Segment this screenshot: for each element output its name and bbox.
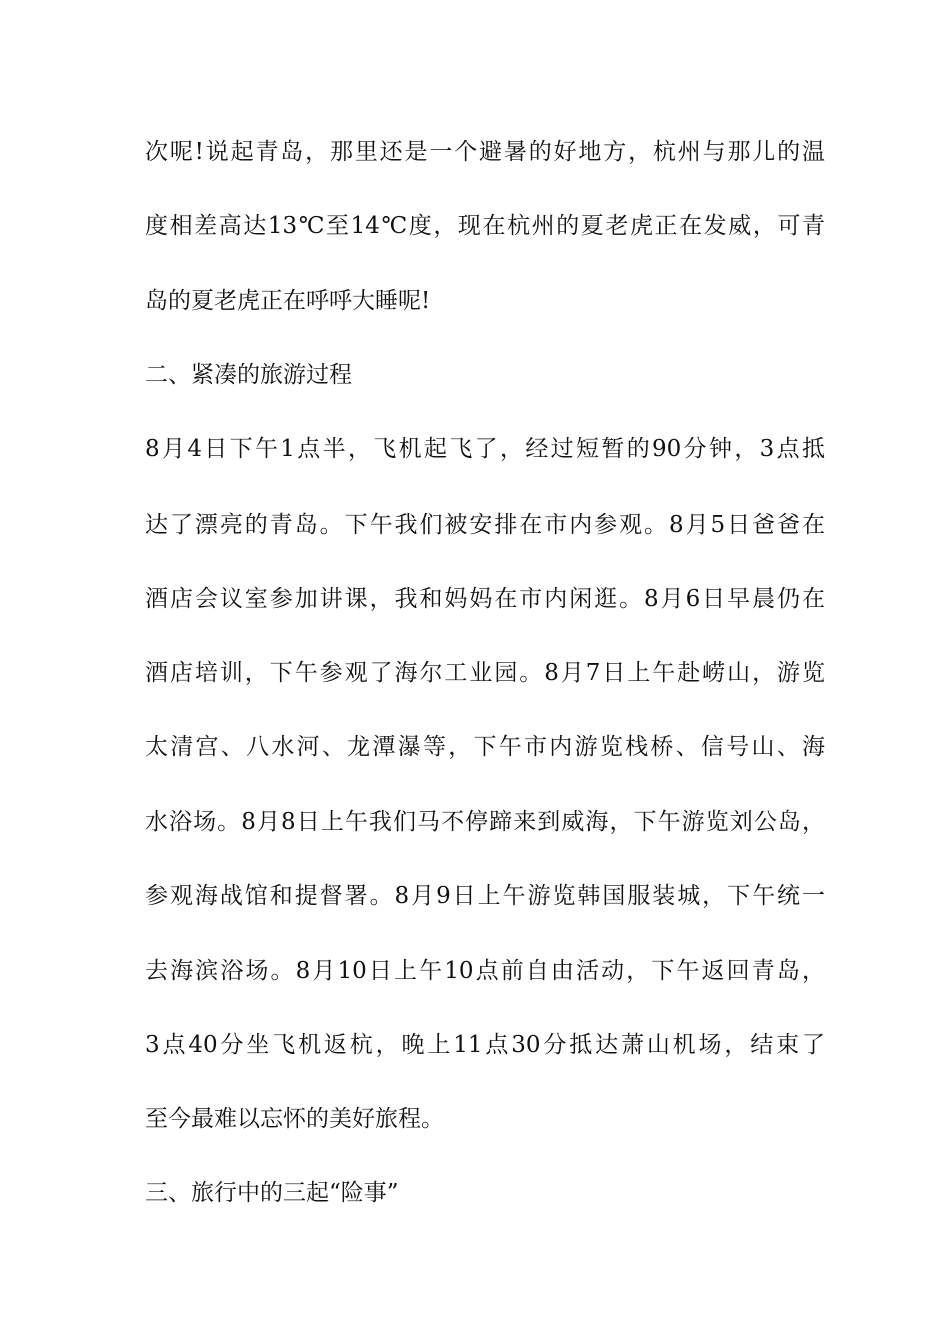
text-line: 岛的夏老虎正在呼呼大睡呢!: [145, 288, 431, 314]
section-heading: 三、旅行中的三起“险事”: [145, 1180, 399, 1206]
text-line: 3点40分坐飞机返杭，晚上11点30分抵达萧山机场，结束了: [145, 1032, 825, 1058]
text-line: 太清宫、八水河、龙潭瀑等，下午市内游览栈桥、信号山、海: [145, 734, 825, 760]
text-line: 达了漂亮的青岛。下午我们被安排在市内参观。8月5日爸爸在: [145, 512, 825, 538]
text-line: 水浴场。8月8日上午我们马不停蹄来到威海，下午游览刘公岛，: [145, 809, 825, 835]
text-line: 度相差高达13℃至14℃度，现在杭州的夏老虎正在发威，可青: [145, 213, 825, 239]
text-line: 酒店会议室参加讲课，我和妈妈在市内闲逛。8月6日早晨仍在: [145, 586, 825, 612]
section-heading: 二、紧凑的旅游过程: [145, 362, 352, 388]
text-line: 酒店培训，下午参观了海尔工业园。8月7日上午赴崂山，游览: [145, 660, 825, 686]
text-line: 至今最难以忘怀的美好旅程。: [145, 1106, 444, 1132]
text-line: 去海滨浴场。8月10日上午10点前自由活动，下午返回青岛，: [145, 958, 825, 984]
text-line: 次呢!说起青岛，那里还是一个避暑的好地方，杭州与那儿的温: [145, 139, 825, 165]
text-line: 8月4日下午1点半，飞机起飞了，经过短暂的90分钟，3点抵: [145, 436, 825, 462]
text-line: 参观海战馆和提督署。8月9日上午游览韩国服装城，下午统一: [145, 883, 825, 909]
